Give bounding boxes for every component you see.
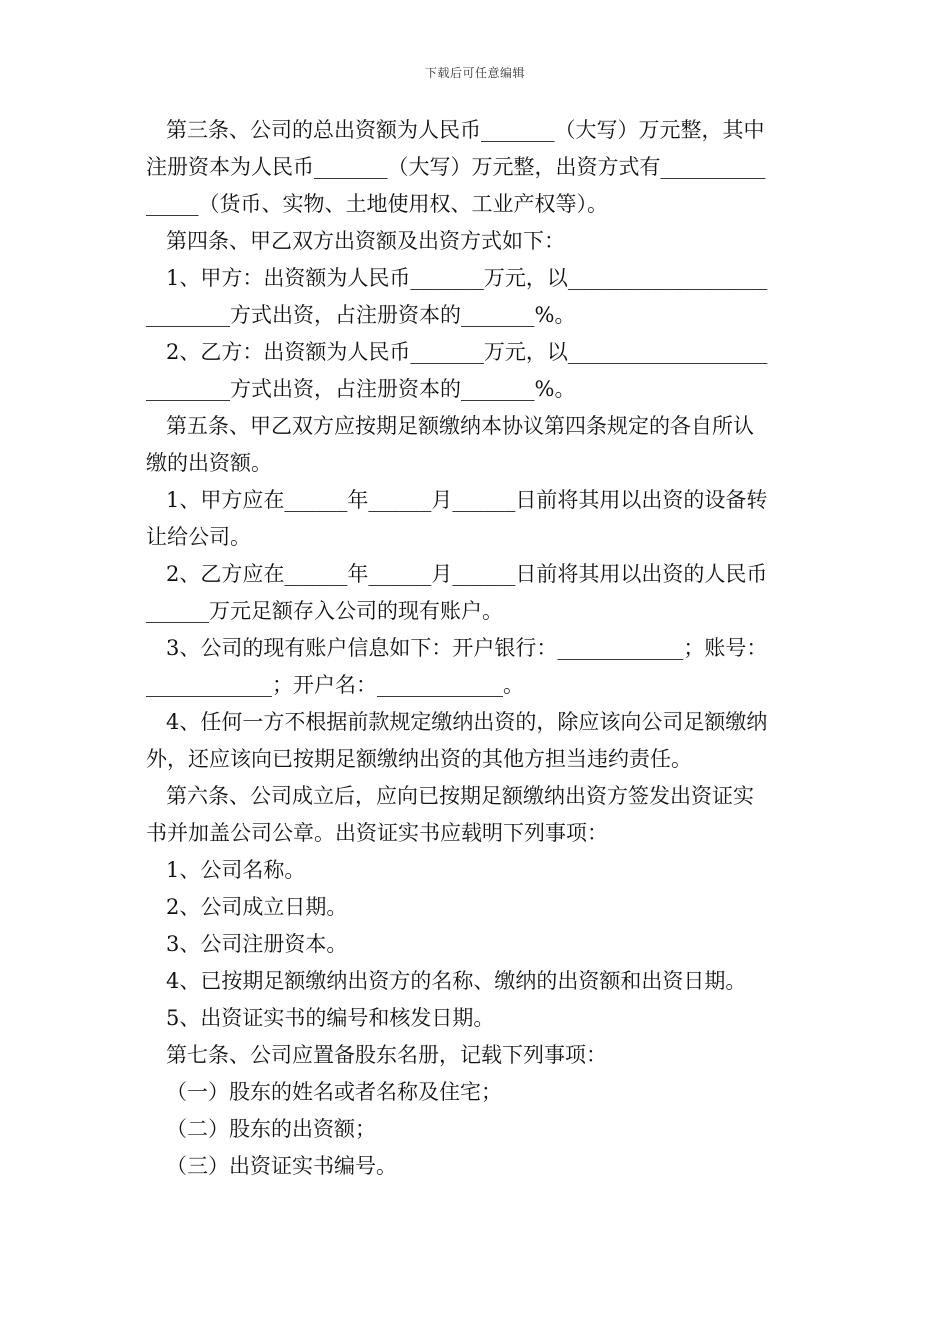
line-3: _____（货币、实物、土地使用权、工业产权等）。 xyxy=(146,192,608,216)
page-header: 下载后可任意编辑 xyxy=(424,66,525,80)
line-24: 4、已按期足额缴纳出资方的名称、缴纳的出资额和出资日期。 xyxy=(166,969,747,993)
line-2: 注册资本为人民币_______（大写）万元整，出资方式有__________ xyxy=(146,155,766,179)
line-1: 第三条、公司的总出资额为人民币_______（大写）万元整，其中 xyxy=(166,118,765,142)
line-23: 3、公司注册资本。 xyxy=(166,932,348,956)
line-15: 3、公司的现有账户信息如下：开户银行：____________；账号： xyxy=(166,636,768,660)
line-11: 1、甲方应在______年______月______日前将其用以出资的设备转 xyxy=(166,488,768,512)
line-22: 2、公司成立日期。 xyxy=(166,895,348,919)
line-9: 第五条、甲乙双方应按期足额缴纳本协议第四条规定的各自所认 xyxy=(166,414,754,438)
line-18: 外，还应该向已按期足额缴纳出资的其他方担当违约责任。 xyxy=(146,747,692,771)
line-10: 缴的出资额。 xyxy=(146,451,272,475)
line-16: ____________；开户名：____________。 xyxy=(146,673,524,697)
line-26: 第七条、公司应置备股东名册，记载下列事项： xyxy=(166,1043,607,1067)
line-14: ______万元足额存入公司的现有账户。 xyxy=(146,599,503,623)
line-4: 第四条、甲乙双方出资额及出资方式如下： xyxy=(166,229,565,253)
line-27: （一）股东的姓名或者名称及住宅； xyxy=(166,1080,502,1104)
line-19: 第六条、公司成立后，应向已按期足额缴纳出资方签发出资证实 xyxy=(166,784,754,808)
document-body xyxy=(146,112,806,1185)
line-12: 让给公司。 xyxy=(146,525,251,549)
line-21: 1、公司名称。 xyxy=(166,858,306,882)
line-6: ________方式出资，占注册资本的_______%。 xyxy=(146,303,576,327)
line-28: （二）股东的出资额； xyxy=(166,1117,376,1141)
line-17: 4、任何一方不根据前款规定缴纳出资的，除应该向公司足额缴纳 xyxy=(166,710,768,734)
line-5: 1、甲方：出资额为人民币_______万元，以___________________ xyxy=(166,266,768,290)
line-20: 书并加盖公司公章。出资证实书应载明下列事项： xyxy=(146,821,608,845)
line-29: （三）出资证实书编号。 xyxy=(166,1154,397,1178)
line-8: ________方式出资，占注册资本的_______%。 xyxy=(146,377,576,401)
line-25: 5、出资证实书的编号和核发日期。 xyxy=(166,1006,495,1030)
line-13: 2、乙方应在______年______月______日前将其用以出资的人民币 xyxy=(166,562,768,586)
line-7: 2、乙方：出资额为人民币_______万元，以___________________ xyxy=(166,340,768,364)
